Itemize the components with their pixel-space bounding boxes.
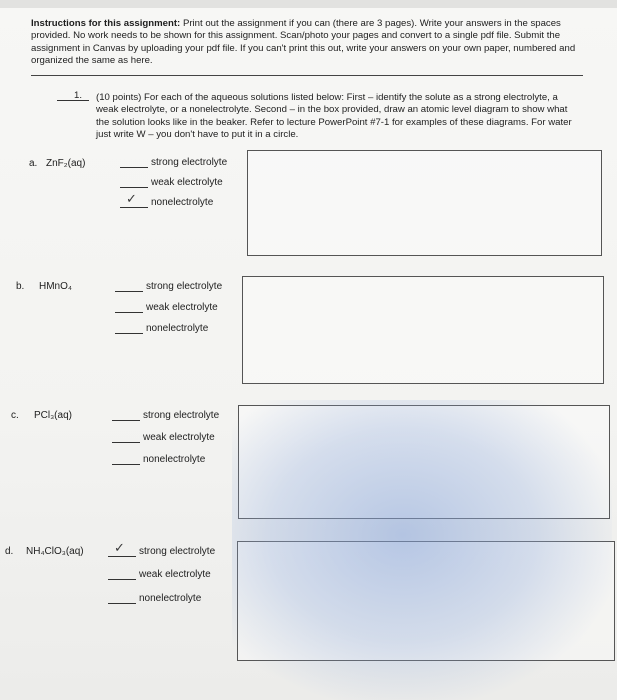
instructions-text: Print out the assignment if you can (there are 3 pages). Write your answers in the spaces provided. No work needs to be shown for this assignment. Scan/photo your pages and convert to a single pdf file. Submit the assignment in Canvas by uploading your pdf file. If you can't print this out, write your answers on your own paper, numbered and organized the same as here. [31, 18, 576, 66]
part-c-option-strong[interactable] [112, 410, 219, 421]
part-d-option-non[interactable] [108, 593, 201, 604]
part-a-strong-blank[interactable] [120, 157, 148, 168]
part-b-option-strong[interactable] [115, 281, 222, 292]
part-d-label: d. [5, 546, 14, 557]
part-b-weak-label: weak electrolyte [146, 302, 218, 313]
part-c-weak-label: weak electrolyte [143, 432, 215, 443]
part-d-option-weak[interactable] [108, 569, 211, 580]
instructions-lead: Instructions for this assignment: [31, 18, 181, 29]
part-d-option-strong[interactable] [108, 540, 216, 557]
part-a-check-mark: ✓ [126, 191, 137, 206]
part-d-diagram-box[interactable] [237, 541, 615, 661]
part-a-label: a. [29, 158, 38, 169]
part-c-strong-blank[interactable] [112, 410, 140, 421]
part-b-diagram-box[interactable] [242, 276, 604, 384]
question-number: 1. [74, 90, 83, 101]
part-d-strong-blank[interactable] [108, 540, 136, 557]
part-a-option-non[interactable] [120, 191, 214, 208]
part-a-diagram-box[interactable] [247, 150, 602, 256]
part-d-non-blank[interactable] [108, 593, 136, 604]
top-edge [0, 0, 617, 8]
part-c-non-blank[interactable] [112, 454, 140, 465]
instructions-underline [31, 75, 583, 76]
part-a-option-strong[interactable] [120, 157, 227, 168]
part-a-weak-label: weak electrolyte [151, 177, 223, 188]
part-d-formula: NH₄ClO₃(aq) [26, 546, 84, 557]
part-d-non-label: nonelectrolyte [139, 593, 202, 604]
part-c-option-non[interactable] [112, 454, 205, 465]
part-c-weak-blank[interactable] [112, 432, 140, 443]
part-c-formula: PCl₃(aq) [34, 410, 72, 421]
part-a-non-blank[interactable] [120, 191, 148, 208]
part-c-label: c. [11, 410, 19, 421]
part-b-label: b. [16, 281, 25, 292]
part-a-strong-label: strong electrolyte [151, 157, 228, 168]
part-a-option-weak[interactable] [120, 177, 223, 188]
part-b-option-non[interactable] [115, 323, 208, 334]
question-text: (10 points) For each of the aqueous solutions listed below: First – identify the solute as a strong electrolyte, a weak electrolyte, or a nonelectrolyte. Second – in the box provided, draw an atomic level diagram to show what the solution looks like in the beaker. Refer to lecture PowerPoint #7-1 for examples of these diagrams. For water just write W – you don't have to put it in a circle. [96, 92, 572, 141]
part-b-formula: HMnO₄ [39, 281, 72, 292]
part-b-non-label: nonelectrolyte [146, 323, 209, 334]
part-a-weak-blank[interactable] [120, 177, 148, 188]
part-a-non-label: nonelectrolyte [151, 197, 214, 208]
instructions-paragraph [31, 18, 583, 67]
part-c-non-label: nonelectrolyte [143, 454, 206, 465]
part-c-diagram-box[interactable] [238, 405, 610, 519]
part-b-weak-blank[interactable] [115, 302, 143, 313]
part-c-option-weak[interactable] [112, 432, 215, 443]
question-score-blank[interactable] [57, 100, 89, 101]
part-c-strong-label: strong electrolyte [143, 410, 220, 421]
part-d-strong-label: strong electrolyte [139, 546, 216, 557]
part-b-option-weak[interactable] [115, 302, 218, 313]
part-d-weak-blank[interactable] [108, 569, 136, 580]
part-b-strong-blank[interactable] [115, 281, 143, 292]
part-d-check-mark: ✓ [114, 540, 125, 555]
part-b-non-blank[interactable] [115, 323, 143, 334]
part-a-formula: ZnF₂(aq) [46, 158, 86, 169]
part-d-weak-label: weak electrolyte [139, 569, 211, 580]
part-b-strong-label: strong electrolyte [146, 281, 223, 292]
